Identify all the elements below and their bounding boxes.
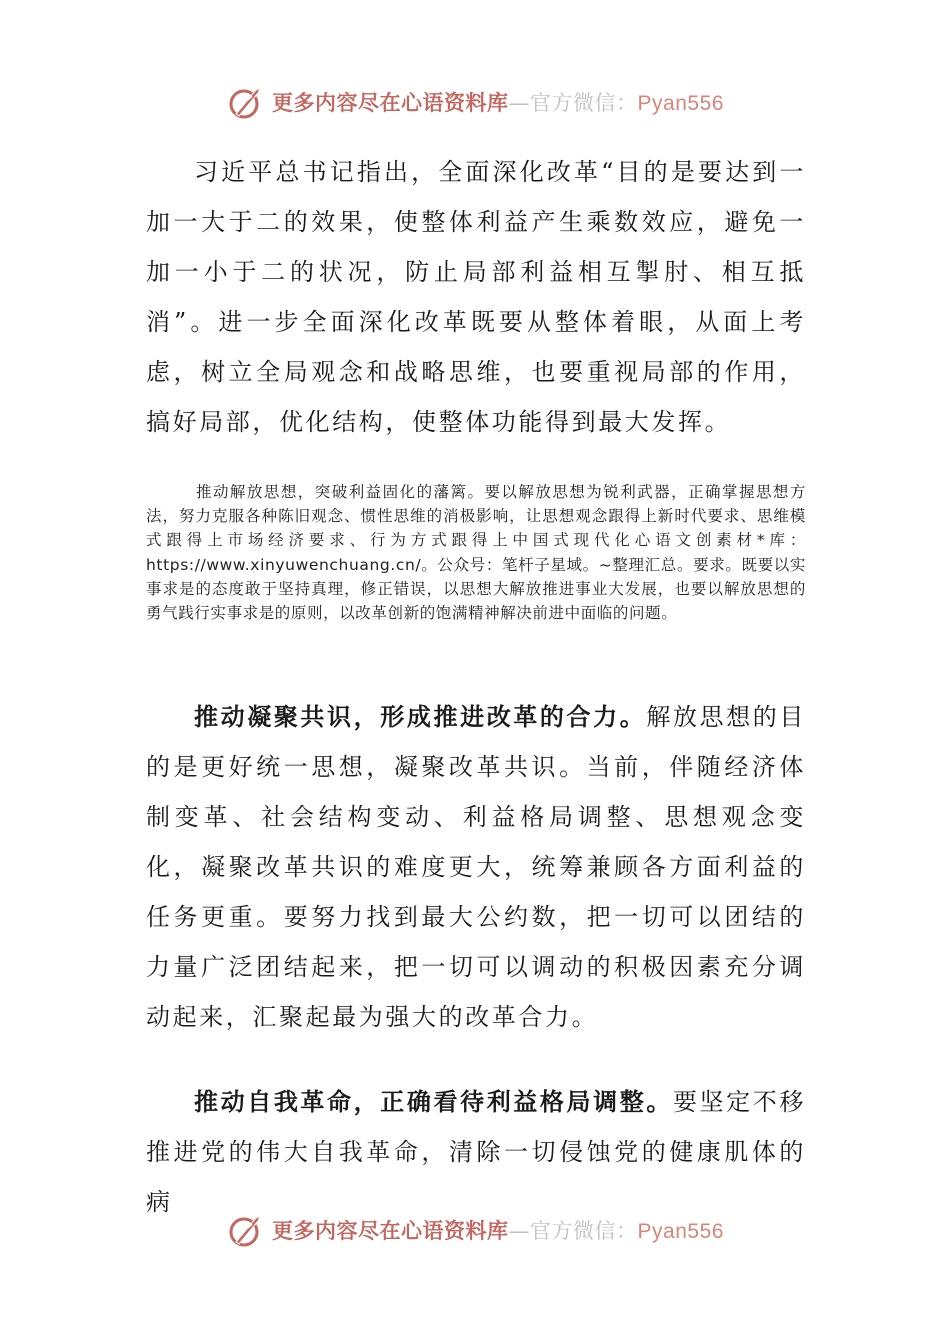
- banner-dash: —: [508, 91, 531, 115]
- paragraph-4: [146, 1077, 806, 1227]
- banner-wechat-label: 官方微信：: [530, 1219, 638, 1243]
- paragraph-2-small: 推动解放思想，突破利益固化的藩篱。要以解放思想为锐利武器，正确掌握思想方法，努力克服各种陈旧观念、惯性思维的消极影响，让思想观念跟得上新时代要求、思维模式跟得上市场经济要求、行为方式跟得上中国式现代化心语文创素材*库：https://www.xinyuwenchuang.cn/。公众号：笔杆子星域。~整理汇总。要求。既要以实事求是的态度敢于坚持真理，修正错误，以思想大解放推进事业大发展，也要以解放思想的勇气践行实事求是的原则，以改革创新的饱满精神解决前进中面临的问题。: [146, 483, 806, 623]
- banner-brand: 更多内容尽在心语资料库: [272, 91, 509, 115]
- banner-caption: [272, 1215, 724, 1245]
- quill-pen-logo-icon: [226, 82, 266, 122]
- banner-wechat-id: Pyan556: [637, 92, 724, 115]
- paragraph-4-lead: 推动自我革命，正确看待利益格局调整。: [194, 1088, 673, 1116]
- banner-dash: —: [508, 1219, 531, 1243]
- banner-wechat-id: Pyan556: [637, 1220, 724, 1243]
- paragraph-3-body: 解放思想的目的是更好统一思想，凝聚改革共识。当前，伴随经济体制变革、社会结构变动、利益格局调整、思想观念变化，凝聚改革共识的难度更大，统筹兼顾各方面利益的任务更重。要努力找到最大公约数，把一切可以团结的力量广泛团结起来，把一切可以调动的积极因素充分调动起来，汇聚起最为强大的改革合力。: [146, 703, 806, 1031]
- paragraph-1: 习近平总书记指出，全面深化改革“目的是要达到一加一大于二的效果，使整体利益产生乘数效应，避免一加一小于二的状况，防止局部利益相互掣肘、相互抵消”。进一步全面深化改革既要从整体着眼，从面上考虑，树立全局观念和战略思维，也要重视局部的作用，搞好局部，优化结构，使整体功能得到最大发挥。: [146, 158, 806, 436]
- paragraph-3-lead: 推动凝聚共识，形成推进改革的合力。: [194, 703, 647, 731]
- banner-caption: [272, 87, 724, 117]
- paragraph-3: [146, 692, 806, 1042]
- banner-wechat-label: 官方微信：: [530, 91, 638, 115]
- quill-pen-logo-icon: [226, 1210, 266, 1250]
- paragraph-4-body: 要坚定不移推进党的伟大自我革命，清除一切侵蚀党的健康肌体的病: [146, 1088, 806, 1216]
- footer-banner: [0, 1208, 950, 1252]
- banner-brand: 更多内容尽在心语资料库: [272, 1219, 509, 1243]
- header-banner: [0, 80, 950, 124]
